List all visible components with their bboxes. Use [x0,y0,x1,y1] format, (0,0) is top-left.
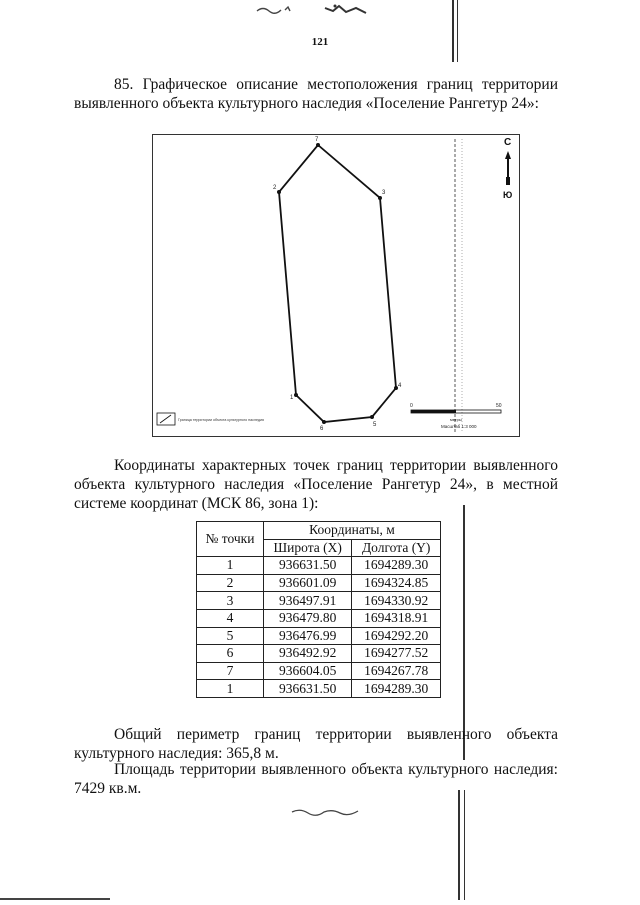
boundary-point [316,143,320,147]
boundary-point [322,420,326,424]
legend-text: Граница территории объекта культурного наследия [178,418,264,422]
scale-unit: метры [450,417,462,422]
cell-latitude: 936631.50 [264,557,352,575]
cell-point-number: 7 [197,662,264,680]
point-label: 7 [315,137,319,143]
margin-line [464,790,465,900]
map-legend [157,413,264,425]
scale-bar [410,403,502,429]
cell-longitude: 1694289.30 [352,680,441,698]
page-number: 121 [311,36,329,48]
header-y: Долгота (Y) [352,539,441,557]
margin-line [452,0,454,62]
north-arrow [503,137,512,200]
cell-point-number: 3 [197,592,264,610]
cell-point-number: 6 [197,645,264,663]
point-label: 3 [382,190,386,196]
point-label: 5 [373,422,377,428]
scale-end: 50 [496,403,502,409]
header-x: Широта (X) [264,539,352,557]
cell-latitude: 936631.50 [264,680,352,698]
point-label: 1 [290,395,294,401]
cell-point-number: 1 [197,557,264,575]
map-drawing [153,135,519,436]
cell-longitude: 1694324.85 [352,574,441,592]
boundary-point [294,393,298,397]
section-heading: 85. Графическое описание местоположения границ территории выявленного объекта культурного наследия «Поселение Рангетур 24»: [74,76,558,112]
north-label: С [504,137,512,148]
cell-latitude: 936601.09 [264,574,352,592]
cell-longitude: 1694277.52 [352,645,441,663]
cell-latitude: 936476.99 [264,627,352,645]
cell-point-number: 2 [197,574,264,592]
cell-point-number: 4 [197,609,264,627]
cell-longitude: 1694318.91 [352,609,441,627]
table-row [197,609,441,627]
boundary-point [378,196,382,200]
header-coordinates: Координаты, м [264,522,441,540]
margin-line [458,790,460,900]
coordinates-rows [197,557,441,698]
scale-start: 0 [410,403,413,409]
point-label: 4 [398,383,402,389]
coordinates-table [196,521,441,698]
table-row [197,680,441,698]
table-row [197,662,441,680]
scan-marks-top [255,2,370,16]
cell-longitude: 1694289.30 [352,557,441,575]
point-label: 2 [273,185,277,191]
cell-latitude: 936604.05 [264,662,352,680]
header-point-number: № точки [197,522,264,557]
scale-text: Масштаб 1:3 000 [441,424,477,429]
table-row [197,557,441,575]
cell-latitude: 936497.91 [264,592,352,610]
cell-point-number: 5 [197,627,264,645]
boundary-point [277,190,281,194]
cell-point-number: 1 [197,680,264,698]
table-row [197,645,441,663]
boundary-map [152,134,520,437]
table-row [197,627,441,645]
area-text: Площадь территории выявленного объекта культурного наследия: 7429 кв.м. [74,761,558,797]
table-row [197,592,441,610]
territory-boundary [279,145,396,422]
bottom-rule [0,898,110,900]
cell-longitude: 1694292.20 [352,627,441,645]
cell-latitude: 936492.92 [264,645,352,663]
margin-line [463,505,465,760]
margin-line [457,0,458,62]
south-label: Ю [503,190,513,200]
coordinates-intro: Координаты характерных точек границ территории выявленного объекта культурного наследия «Поселение Рангетур 24», в местной системе координат (МСК 86, зона 1): [74,457,558,512]
boundary-point [370,415,374,419]
cell-latitude: 936479.80 [264,609,352,627]
cell-longitude: 1694267.78 [352,662,441,680]
perimeter-text: Общий периметр границ территории выявленного объекта культурного наследия: 365,8 м. [74,726,558,762]
table-row [197,574,441,592]
scan-mark-bottom [290,806,360,818]
cell-longitude: 1694330.92 [352,592,441,610]
point-label: 6 [320,426,324,432]
